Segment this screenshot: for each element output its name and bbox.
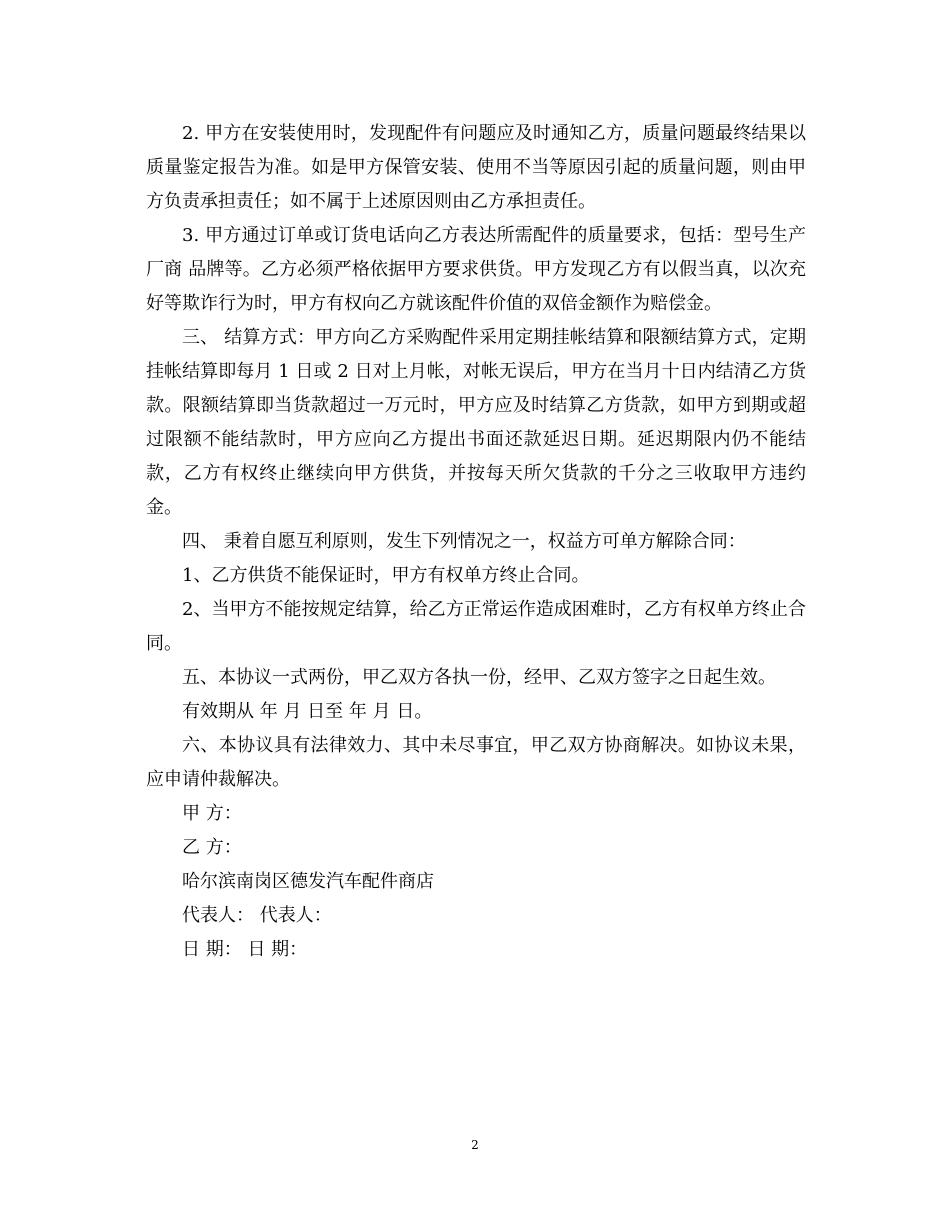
clause-2-quality-issue: 2. 甲方在安装使用时，发现配件有问题应及时通知乙方，质量问题最终结果以质量鉴定报告为准。如是甲方保管安装、使用不当等原因引起的质量问题，则由甲方负责承担责任；如不属于上述原因则由乙方承担责任。: [146, 123, 806, 212]
company-name: 哈尔滨南岗区德发汽车配件商店: [182, 871, 434, 892]
dates-line: 日 期： 日 期：: [182, 939, 308, 960]
section-3-settlement: 三、 结算方式：甲方向乙方采购配件采用定期挂帐结算和限额结算方式，定期挂帐结算即每月 1 日或 2 日对上月帐，对帐无误后，甲方在当月十日内结清乙方货款。限额结算即当货款超过一万元时，甲方应及时结算乙方货款，如甲方到期或超过限额不能结款时，甲方应向乙方提出书面还款延迟日期。延迟期限内仍不能结款，乙方有权终止继续向甲方供货，并按每天所欠货款的千分之三收取甲方违约金。: [146, 327, 806, 518]
clause-3-quality-requirement: 3. 甲方通过订单或订货电话向乙方表达所需配件的质量要求，包括：型号生产厂商 品牌等。乙方必须严格依据甲方要求供货。甲方发现乙方有以假当真，以次充好等欺诈行为时，甲方有权向乙方就该配件价值的双倍金额作为赔偿金。: [146, 225, 806, 314]
section-5-copies: 五、本协议一式两份，甲乙双方各执一份，经甲、乙双方签字之日起生效。: [182, 667, 776, 688]
termination-item-1: 1、乙方供货不能保证时，甲方有权单方终止合同。: [182, 565, 590, 586]
representatives-line: 代表人： 代表人：: [182, 905, 332, 926]
termination-item-2: 2、当甲方不能按规定结算，给乙方正常运作造成困难时，乙方有权单方终止合同。: [146, 599, 806, 654]
party-b-label: 乙 方：: [182, 837, 242, 858]
party-a-label: 甲 方：: [182, 803, 242, 824]
page-number: 2: [471, 1138, 479, 1152]
section-4-termination: 四、 秉着自愿互利原则，发生下列情况之一，权益方可单方解除合同：: [182, 531, 746, 552]
document-body: [146, 117, 806, 967]
validity-period: 有效期从 年 月 日至 年 月 日。: [182, 701, 433, 722]
section-6-legal-effect: 六、本协议具有法律效力、其中未尽事宜，甲乙双方协商解决。如协议未果，应申请仲裁解决。: [146, 735, 806, 790]
